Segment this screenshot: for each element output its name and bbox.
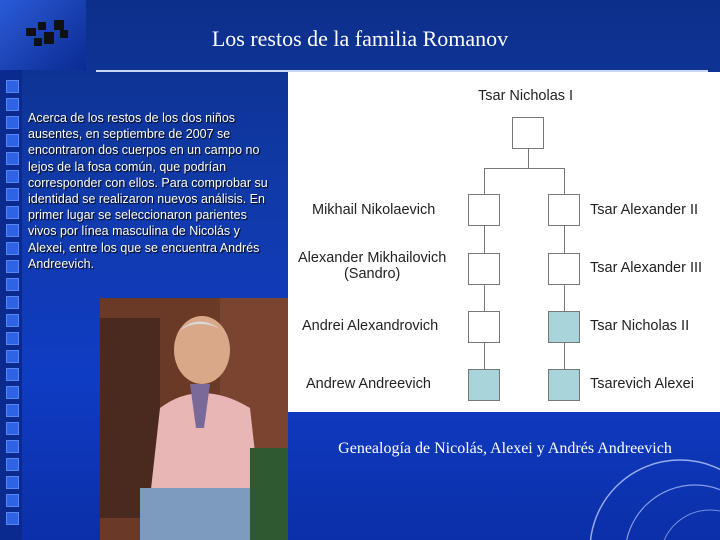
left-label-4: Andrew Andreevich: [306, 376, 431, 392]
left-label-1: Mikhail Nikolaevich: [312, 202, 436, 218]
left-label-2: Alexander Mikhailovich (Sandro): [298, 250, 447, 282]
right-node-3: [548, 311, 580, 343]
logo-icon: [24, 14, 74, 54]
left-decor-strip: [0, 0, 22, 540]
genealogy-chart: [288, 72, 720, 412]
decorative-swirl: [480, 440, 720, 540]
chart-caption: Genealogía de Nicolás, Alexei y Andrés Andreevich: [338, 440, 672, 457]
genealogy-root-label: Tsar Nicholas I: [478, 88, 574, 104]
genealogy-root-node: [512, 117, 544, 149]
slide-body-text: Acerca de los restos de los dos niños ausentes, en septiembre de 2007 se encontraron dos cuerpos en un campo no lejos de la fosa común, que podrían corresponder con ellos. Para comprobar su identidad se realizaron nuevos análisis. En primer lugar se seleccionaron parientes vivos por línea masculina de Nicolás y Alexei, entre los que se encuentra Andrés Andreevich.: [28, 111, 268, 271]
right-label-1: Tsar Alexander II: [590, 202, 698, 218]
right-node-2: [548, 253, 580, 285]
right-label-3: Tsar Nicholas II: [590, 318, 690, 334]
slide-title: Los restos de la familia Romanov: [211, 26, 509, 51]
left-node-2: [468, 253, 500, 285]
right-node-4: [548, 369, 580, 401]
logo: [0, 0, 86, 70]
portrait-photo: [100, 298, 288, 540]
right-node-1: [548, 194, 580, 226]
right-label-4: Tsarevich Alexei: [590, 376, 694, 392]
left-label-3: Andrei Alexandrovich: [302, 318, 439, 334]
right-label-2: Tsar Alexander III: [590, 260, 703, 276]
left-node-3: [468, 311, 500, 343]
left-node-1: [468, 194, 500, 226]
left-node-4: [468, 369, 500, 401]
